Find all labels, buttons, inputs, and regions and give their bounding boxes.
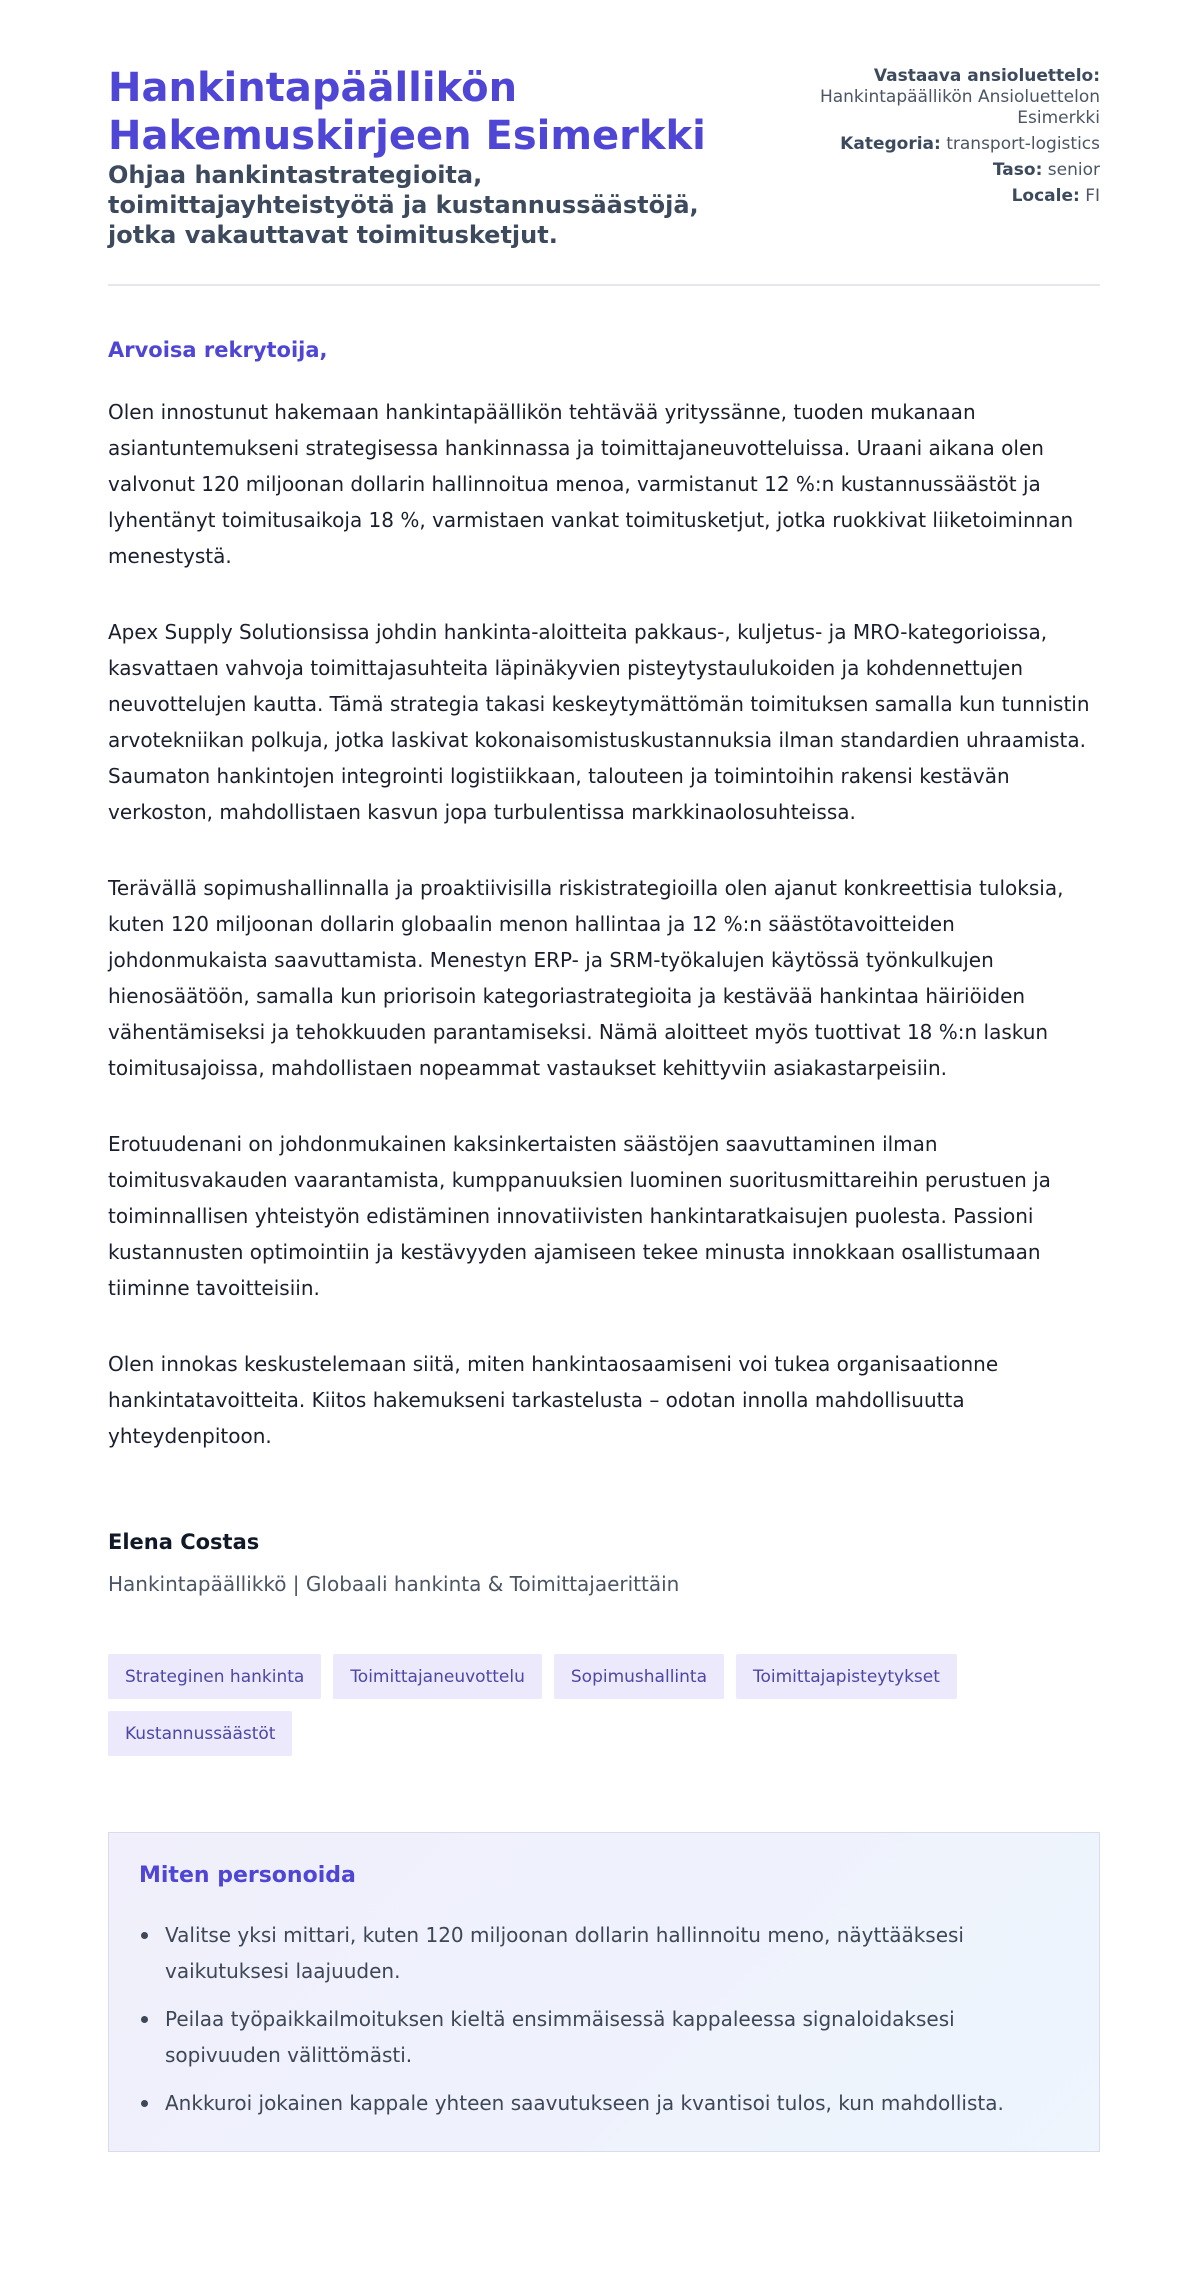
title-block xyxy=(108,64,748,250)
meta-locale xyxy=(800,186,1100,207)
tips-list xyxy=(139,1917,1069,2121)
meta-resume-value: Hankintapäällikön Ansioluettelon Esimerkki xyxy=(819,87,1100,128)
document-meta xyxy=(800,64,1100,212)
page-title: Hankintapäällikön Hakemuskirjeen Esimerkki xyxy=(108,65,706,159)
meta-resume-label: Vastaava ansioluettelo: xyxy=(873,66,1100,86)
meta-level-value: senior xyxy=(1047,160,1100,180)
meta-locale-label: Locale: xyxy=(1011,186,1080,206)
tip-text: Ankkuroi jokainen kappale yhteen saavutukseen ja kvantisoi tulos, kun mahdollista. xyxy=(165,2091,1004,2115)
letter-greeting: Arvoisa rekrytoija, xyxy=(108,338,328,362)
skill-tags xyxy=(108,1654,1100,1756)
skill-tag: Toimittajapisteytykset xyxy=(736,1654,957,1699)
tip-item xyxy=(139,2001,1069,2073)
meta-category-label: Kategoria: xyxy=(840,134,941,154)
meta-level xyxy=(800,160,1100,181)
skill-tag: Toimittajaneuvottelu xyxy=(333,1654,542,1699)
bullet-icon xyxy=(141,2016,148,2023)
letter-paragraph-1: Olen innostunut hakemaan hankintapäällikön tehtävää yrityssänne, tuoden mukanaan asiantuntemukseni strategisessa hankinnassa ja toimittajaneuvotteluissa. Uraani aikana olen valvonut 120 miljoonan dollarin hallinnoitua menoa, varmistanut 12 %:n kustannussäästöt ja lyhentänyt toimitusaikoja 18 %, varmistaen vankat toimitusketjut, jotka ruokkivat liiketoiminnan menestystä. xyxy=(108,400,1074,568)
page-subtitle: Ohjaa hankintastrategioita, toimittajayhteistyötä ja kustannussäästöjä, jotka vakauttavat toimitusketjut. xyxy=(108,161,699,249)
bullet-icon xyxy=(141,2100,148,2107)
signature-name: Elena Costas xyxy=(108,1530,260,1554)
personalization-tips xyxy=(108,1832,1100,2152)
skill-tag: Sopimushallinta xyxy=(554,1654,724,1699)
signature-block xyxy=(108,1528,1100,1598)
letter-paragraph-4: Erotuudenani on johdonmukainen kaksinkertaisten säästöjen saavuttaminen ilman toimitusvakauden vaarantamista, kumppanuuksien luominen suoritusmittareihin perustuen ja toiminnallisen yhteistyön edistäminen innovatiivisten hankintaratkaisujen puolesta. Passioni kustannusten optimointiin ja kestävyyden ajamiseen tekee minusta innokkaan osallistumaan tiiminne tavoitteisiin. xyxy=(108,1132,1051,1300)
meta-related-resume xyxy=(800,66,1100,129)
letter-paragraph-3: Terävällä sopimushallinnalla ja proaktiivisilla riskistrategioilla olen ajanut konkreettisia tuloksia, kuten 120 miljoonan dollarin globaalin menon hallintaa ja 12 %:n säästötavoitteiden johdonmukaista saavuttamista. Menestyn ERP- ja SRM-työkalujen käytössä työnkulkujen hienosäätöön, samalla kun priorisoin kategoriastrategioita ja kestävää hankintaa häiriöiden vähentämiseksi ja tehokkuuden parantamiseksi. Nämä aloitteet myös tuottivat 18 %:n laskun toimitusajoissa, mahdollistaen nopeammat vastaukset kehittyviin asiakastarpeisiin. xyxy=(108,876,1064,1080)
signature-role: Hankintapäällikkö | Globaali hankinta & Toimittajaerittäin xyxy=(108,1572,680,1596)
letter-paragraph-5: Olen innokas keskustelemaan siitä, miten hankintaosaamiseni voi tukea organisaationne hankintatavoitteita. Kiitos hakemukseni tarkastelusta – odotan innolla mahdollisuutta yhteydenpitoon. xyxy=(108,1352,999,1448)
tip-text: Valitse yksi mittari, kuten 120 miljoonan dollarin hallinnoitu meno, näyttääksesi vaikutuksesi laajuuden. xyxy=(165,1923,964,1983)
letter-paragraph-2: Apex Supply Solutionsissa johdin hankinta-aloitteita pakkaus-, kuljetus- ja MRO-kategorioissa, kasvattaen vahvoja toimittajasuhteita läpinäkyvien pisteytystaulukoiden ja kohdennettujen neuvottelujen kautta. Tämä strategia takasi keskeytymättömän toimituksen samalla kun tunnistin arvotekniikan polkuja, jotka laskivat kokonaisomistuskustannuksia ilman standardien uhraamista. Saumaton hankintojen integrointi logistiikkaan, talouteen ja toimintoihin rakensi kestävän verkoston, mahdollistaen kasvun jopa turbulentissa markkinaolosuhteissa. xyxy=(108,620,1090,824)
meta-category-value: transport-logistics xyxy=(946,134,1100,154)
bullet-icon xyxy=(141,1932,148,1939)
letter-body xyxy=(108,336,1100,1454)
skill-tag: Kustannussäästöt xyxy=(108,1711,292,1756)
tip-item xyxy=(139,1917,1069,1989)
tip-text: Peilaa työpaikkailmoituksen kieltä ensimmäisessä kappaleessa signaloidaksesi sopivuuden välittömästi. xyxy=(165,2007,955,2067)
tips-title: Miten personoida xyxy=(139,1863,356,1888)
tip-item xyxy=(139,2085,1069,2121)
meta-category xyxy=(800,134,1100,155)
document-header xyxy=(108,64,1100,286)
skill-tag: Strateginen hankinta xyxy=(108,1654,321,1699)
meta-level-label: Taso: xyxy=(992,160,1043,180)
meta-locale-value: FI xyxy=(1085,186,1100,206)
